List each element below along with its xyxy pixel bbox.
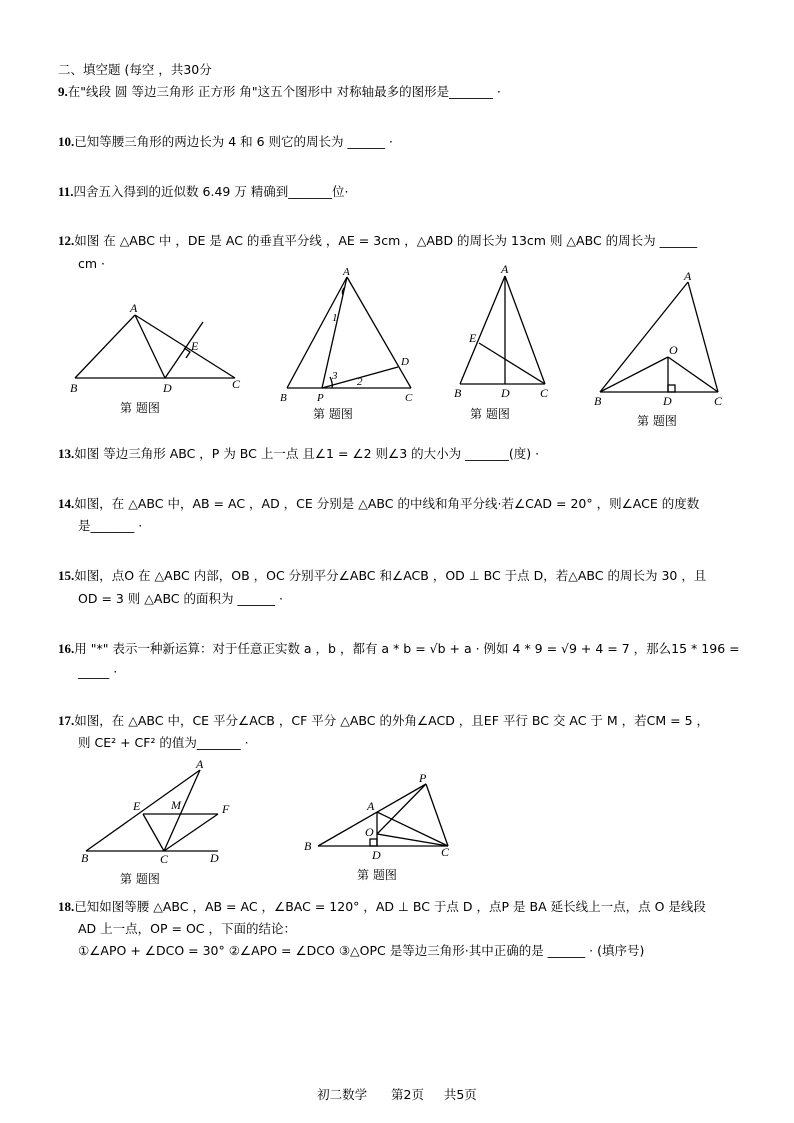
question-text: 如图，在 △ABC 中，CE 平分∠ACB ，CF 平分 △ABC 的外角∠ACD ，且EF 平行 BC 交 AC 于 M ，若CM = 5 ， <box>74 713 709 728</box>
question-number: 16. <box>58 641 75 656</box>
label-d: D <box>372 848 381 862</box>
figure-q18 <box>300 768 470 868</box>
label-p: P <box>419 771 427 785</box>
question-12-cont: cm · <box>78 256 105 271</box>
label-a: A <box>130 301 138 315</box>
figure-q17-svg <box>78 758 228 868</box>
question-16-cont: _____ · <box>78 664 118 679</box>
footer-total: 共5页 <box>443 1087 477 1102</box>
question-14-cont: 是_______ · <box>78 518 143 533</box>
segment-ac <box>688 282 718 392</box>
label-b: B <box>454 386 462 400</box>
question-16 <box>58 641 740 657</box>
label-3: 3 <box>332 370 338 382</box>
segment-ba <box>86 770 200 851</box>
question-number: 11. <box>58 184 74 199</box>
question-text: 已知如图等腰 △ABC ，AB = AC ，∠BAC = 120° ，AD ⊥ BC 于点 D ，点P 是 BA 延长线上一点，点 O 是线段 <box>74 899 706 914</box>
segment-ab <box>287 277 347 388</box>
question-text: 已知等腰三角形的两边长为 4 和 6 则它的周长为 ______ · <box>74 134 393 149</box>
label-1: 1 <box>332 312 338 324</box>
label-c: C <box>232 377 241 391</box>
question-13 <box>58 446 539 462</box>
segment-ac <box>347 277 411 388</box>
segment-ac <box>505 276 545 384</box>
segment-oc <box>377 834 448 846</box>
figure-q12-svg <box>60 300 270 400</box>
question-15-cont: OD = 3 则 △ABC 的面积为 ______ · <box>78 591 283 606</box>
segment-ec <box>143 814 164 851</box>
label-b: B <box>81 851 89 865</box>
question-number: 10. <box>58 134 75 149</box>
right-angle-mark <box>370 839 377 846</box>
question-text: 如图 在 △ABC 中 ，DE 是 AC 的垂直平分线 ，AE = 3cm ，△ABD 的周长为 13cm 则 △ABC 的周长为 ______ <box>74 233 698 248</box>
caption-q15: 第 题图 <box>637 414 677 428</box>
question-10 <box>58 134 393 150</box>
label-d: D <box>501 386 510 400</box>
question-18 <box>58 899 706 915</box>
label-a: A <box>501 262 509 276</box>
question-17 <box>58 713 709 729</box>
label-e: E <box>469 331 477 345</box>
label-d: D <box>210 851 219 865</box>
segment-op <box>377 784 426 834</box>
section-title: 二、填空题 (每空 ，共30分 <box>58 62 212 77</box>
question-number: 9. <box>58 84 68 99</box>
question-number: 13. <box>58 446 75 461</box>
caption-q18: 第 题图 <box>357 868 397 882</box>
caption-q12: 第 题图 <box>120 401 160 415</box>
question-12 <box>58 233 697 249</box>
question-text: 在"线段 圆 等边三角形 正方形 角"这五个图形中 对称轴最多的图形是_______ · <box>67 84 501 99</box>
figure-q14-svg <box>450 262 560 402</box>
question-number: 17. <box>58 713 75 728</box>
segment-ab <box>460 276 505 384</box>
question-number: 18. <box>58 899 75 914</box>
label-b: B <box>594 394 602 408</box>
figure-q18-svg <box>300 768 470 868</box>
label-2: 2 <box>357 376 363 388</box>
label-o: O <box>669 343 678 357</box>
question-number: 15. <box>58 568 75 583</box>
footer-subject: 初二数学 <box>317 1087 368 1102</box>
question-number: 12. <box>58 233 75 248</box>
label-b: B <box>304 839 312 853</box>
question-18-cont: AD 上一点，OP = OC ，下面的结论： <box>78 921 296 936</box>
question-text: 如图 等边三角形 ABC ，P 为 BC 上一点 且∠1 = ∠2 则∠3 的大小为 _______(度) · <box>74 446 540 461</box>
question-18-options: ①∠APO + ∠DCO = 30° ②∠APO = ∠DCO ③△OPC 是等边三角形·其中正确的是 ______ · (填序号) <box>78 943 645 958</box>
caption-q17: 第 题图 <box>120 872 160 886</box>
segment-ab <box>600 282 688 392</box>
segment-bo <box>600 357 668 392</box>
question-15 <box>58 568 706 584</box>
caption-q13: 第 题图 <box>313 407 353 421</box>
figure-q15 <box>592 270 732 410</box>
label-o: O <box>365 825 374 839</box>
figure-q12 <box>60 300 270 400</box>
label-d: D <box>163 381 172 395</box>
question-text: 如图，点O 在 △ABC 内部，OB ，OC 分别平分∠ABC 和∠ACB ，OD ⊥ BC 于点 D，若△ABC 的周长为 30 ，且 <box>74 568 707 583</box>
label-e: E <box>191 339 199 353</box>
label-a: A <box>196 757 204 771</box>
label-d: D <box>663 394 672 408</box>
question-text: 四舍五入得到的近似数 6.49 万 精确到_______位· <box>73 184 349 199</box>
question-14 <box>58 496 699 512</box>
label-c: C <box>540 386 549 400</box>
figure-q15-svg <box>592 270 732 410</box>
question-number: 14. <box>58 496 75 511</box>
label-e: E <box>133 799 141 813</box>
label-c: C <box>405 392 413 404</box>
label-p: P <box>317 392 324 404</box>
question-text: 如图，在 △ABC 中，AB = AC ，AD ，CE 分别是 △ABC 的中线和角平分线·若∠CAD = 20° ，则∠ACE 的度数 <box>74 496 700 511</box>
label-b: B <box>70 381 78 395</box>
label-c: C <box>714 394 723 408</box>
label-a: A <box>367 799 375 813</box>
figure-q17 <box>78 758 228 868</box>
label-a: A <box>343 266 350 278</box>
label-c: C <box>160 852 169 866</box>
label-d: D <box>401 356 409 368</box>
figure-q13 <box>275 265 425 405</box>
question-11 <box>58 184 349 200</box>
figure-q14 <box>450 262 560 402</box>
figure-q13-svg <box>275 265 425 405</box>
label-f: F <box>222 802 230 816</box>
right-angle-mark <box>668 385 675 392</box>
segment-ab <box>75 315 135 378</box>
label-b: B <box>280 392 287 404</box>
page-footer <box>0 1085 794 1103</box>
label-c: C <box>441 845 450 859</box>
label-a: A <box>684 269 692 283</box>
segment-ce <box>479 343 545 384</box>
label-m: M <box>171 798 181 812</box>
question-9 <box>58 84 501 100</box>
question-17-cont: 则 CE² + CF² 的值为_______ · <box>78 735 249 750</box>
question-text: 用 "*" 表示一种新运算：对于任意正实数 a ，b ，都有 a * b = √b + a · 例如 4 * 9 = √9 + 4 = 7 ，那么15 * 196 = <box>74 641 740 656</box>
caption-q14: 第 题图 <box>470 407 510 421</box>
footer-page: 第2页 <box>391 1087 424 1102</box>
